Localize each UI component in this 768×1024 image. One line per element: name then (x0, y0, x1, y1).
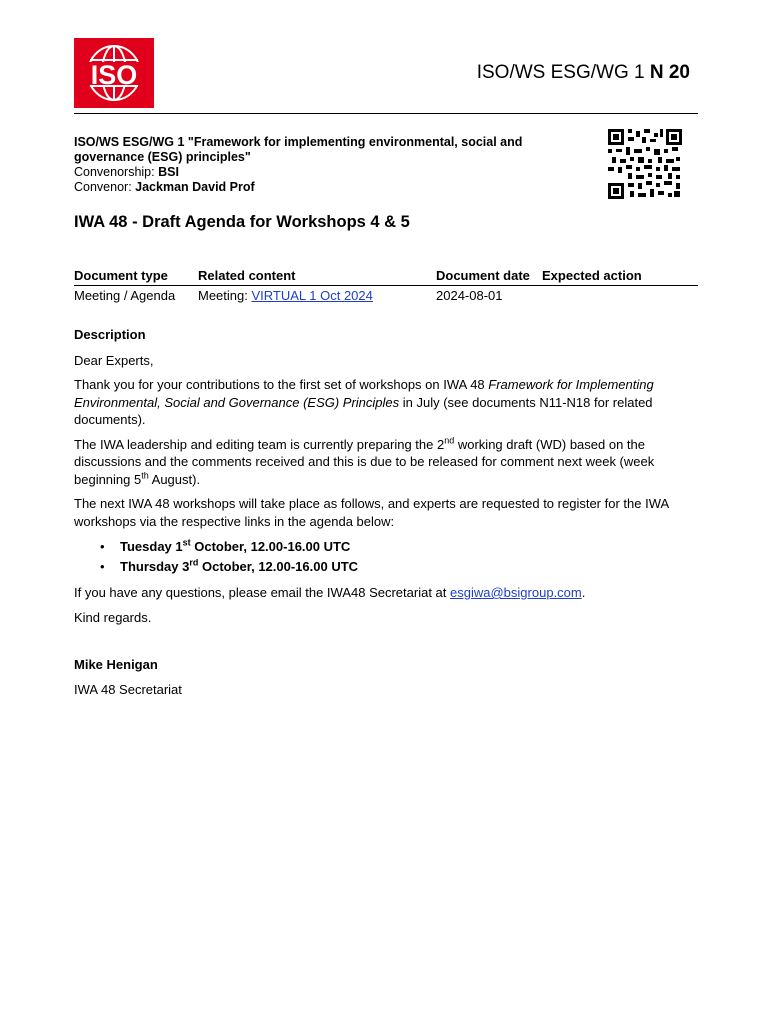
doc-ref-number: N 20 (649, 62, 690, 83)
convenorship-label: Convenorship: (74, 165, 159, 179)
convenorship-value: BSI (158, 165, 179, 179)
para2-text-mid: working draft (WD) based on the discussions and the comments received and this is due to be released for comment next week (week beginning 5 (74, 436, 655, 487)
convenor-line (74, 180, 574, 195)
convenorship-line (74, 165, 574, 180)
signature-role: IWA 48 Secretariat (74, 681, 182, 697)
table-row (74, 286, 698, 304)
paragraph-contact (74, 584, 694, 602)
iso-logo (74, 38, 154, 108)
cell-expected-action (542, 286, 698, 304)
document-title: IWA 48 - Draft Agenda for Workshops 4 & 5 (74, 213, 410, 231)
header-document-type: Document type (74, 268, 198, 286)
para2-sup-th: th (141, 470, 149, 481)
header-divider (74, 113, 698, 114)
para2-text: The IWA leadership and editing team is currently preparing the 2 (74, 436, 445, 452)
bullet-sup: st (182, 537, 191, 548)
cell-document-type: Meeting / Agenda (74, 288, 176, 303)
bullet-text: Thursday 3 (120, 559, 190, 574)
list-item (74, 557, 694, 577)
header-document-date: Document date (436, 268, 542, 286)
paragraph-draft (74, 436, 694, 489)
header-expected-action: Expected action (542, 268, 698, 286)
working-group-info (74, 135, 574, 195)
convenor-value: Jackman David Prof (135, 180, 255, 194)
doc-ref-prefix: ISO/WS ESG/WG 1 (476, 62, 645, 83)
document-metadata-table (74, 268, 698, 303)
bullet-sup: rd (189, 557, 199, 568)
related-prefix: Meeting: (198, 288, 252, 303)
table-header-row (74, 268, 698, 286)
description-heading: Description (74, 327, 146, 342)
cell-document-date: 2024-08-01 (436, 288, 503, 303)
bullet-text-end: October, 12.00-16.00 UTC (190, 539, 351, 554)
bullet-icon: • (100, 539, 105, 554)
bullet-text-end: October, 12.00-16.00 UTC (198, 559, 359, 574)
list-item (74, 537, 694, 557)
contact-text: If you have any questions, please email the IWA48 Secretariat at (74, 585, 451, 600)
description-section (74, 326, 694, 705)
closing: Kind regards. (74, 609, 152, 625)
cell-related-content (198, 286, 436, 304)
contact-text-end: . (581, 585, 586, 600)
bullet-icon: • (100, 559, 105, 574)
qr-code-icon (608, 129, 682, 204)
bullet-text: Tuesday 1 (120, 539, 183, 554)
workshop-dates-list (74, 537, 694, 577)
secretariat-email-link[interactable]: esgiwa@bsigroup.com (450, 585, 582, 600)
greeting: Dear Experts, (74, 352, 154, 368)
paragraph-next-workshops: The next IWA 48 workshops will take place as follows, and experts are requested to register for the IWA workshops via the respective links in the agenda below: (74, 496, 669, 529)
header-related-content: Related content (198, 268, 436, 286)
convenor-label: Convenor: (74, 180, 136, 194)
related-meeting-link[interactable]: VIRTUAL 1 Oct 2024 (251, 288, 373, 303)
logo-text: ISO (90, 60, 138, 90)
para2-sup-nd: nd (444, 435, 455, 446)
signature-name: Mike Henigan (74, 657, 158, 672)
paragraph-thanks (74, 376, 694, 429)
para2-text-end: August). (148, 471, 201, 487)
document-reference (477, 62, 690, 84)
para1-text-end: in July (see documents N11-N18 for related documents). (74, 394, 653, 427)
para1-text: Thank you for your contributions to the first set of workshops on IWA 48 (74, 377, 489, 392)
working-group-title: ISO/WS ESG/WG 1 "Framework for implementing environmental, social and governance (ESG) principles" (74, 135, 523, 164)
para1-italic-title: Framework for Implementing Environmental, Social and Governance (ESG) Principles (74, 377, 654, 410)
